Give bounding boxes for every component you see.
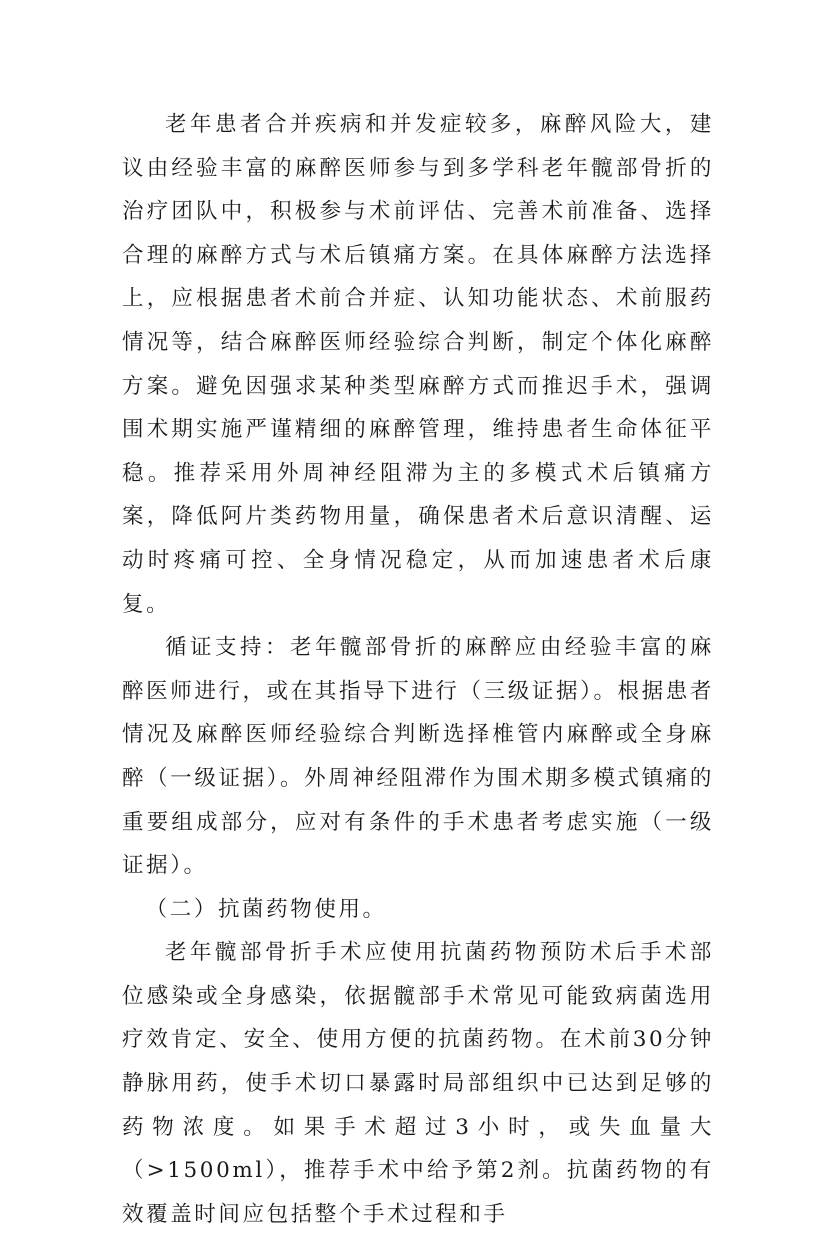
section-heading: （二）抗菌药物使用。 (145, 896, 387, 922)
antibiotic-paragraph: 老年髋部骨折手术应使用抗菌药物预防术后手术部位感染或全身感染，依据髋部手术常见可能致病菌选用疗效肯定、安全、使用方便的抗菌药物。在术前30分钟静脉用药，使手术切口暴露时局部组织中已达到足够的药物浓度。如果手术超过3小时，或失血量大（>1500ml），推荐手术中给予第2剂。抗菌药物的有效覆盖时间应包括整个手术过程和手 (122, 940, 714, 1227)
evidence-paragraph: 循证支持：老年髋部骨折的麻醉应由经验丰富的麻醉医师进行，或在其指导下进行（三级证据）。根据患者情况及麻醉医师经验综合判断选择椎管内麻醉或全身麻醉（一级证据）。外周神经阻滞作为围术期多模式镇痛的重要组成部分，应对有条件的手术患者考虑实施（一级证据）。 (122, 635, 714, 879)
anesthesia-paragraph: 老年患者合并疾病和并发症较多，麻醉风险大，建议由经验丰富的麻醉医师参与到多学科老年髋部骨折的治疗团队中，积极参与术前评估、完善术前准备、选择合理的麻醉方式与术后镇痛方案。在具体麻醉方法选择上，应根据患者术前合并症、认知功能状态、术前服药情况等，结合麻醉医师经验综合判断，制定个体化麻醉方案。避免因强求某种类型麻醉方式而推迟手术，强调围术期实施严谨精细的麻醉管理，维持患者生命体征平稳。推荐采用外周神经阻滞为主的多模式术后镇痛方案，降低阿片类药物用量，确保患者术后意识清醒、运动时疼痛可控、全身情况稳定，从而加速患者术后康复。 (122, 112, 714, 617)
document-body (122, 103, 714, 1236)
